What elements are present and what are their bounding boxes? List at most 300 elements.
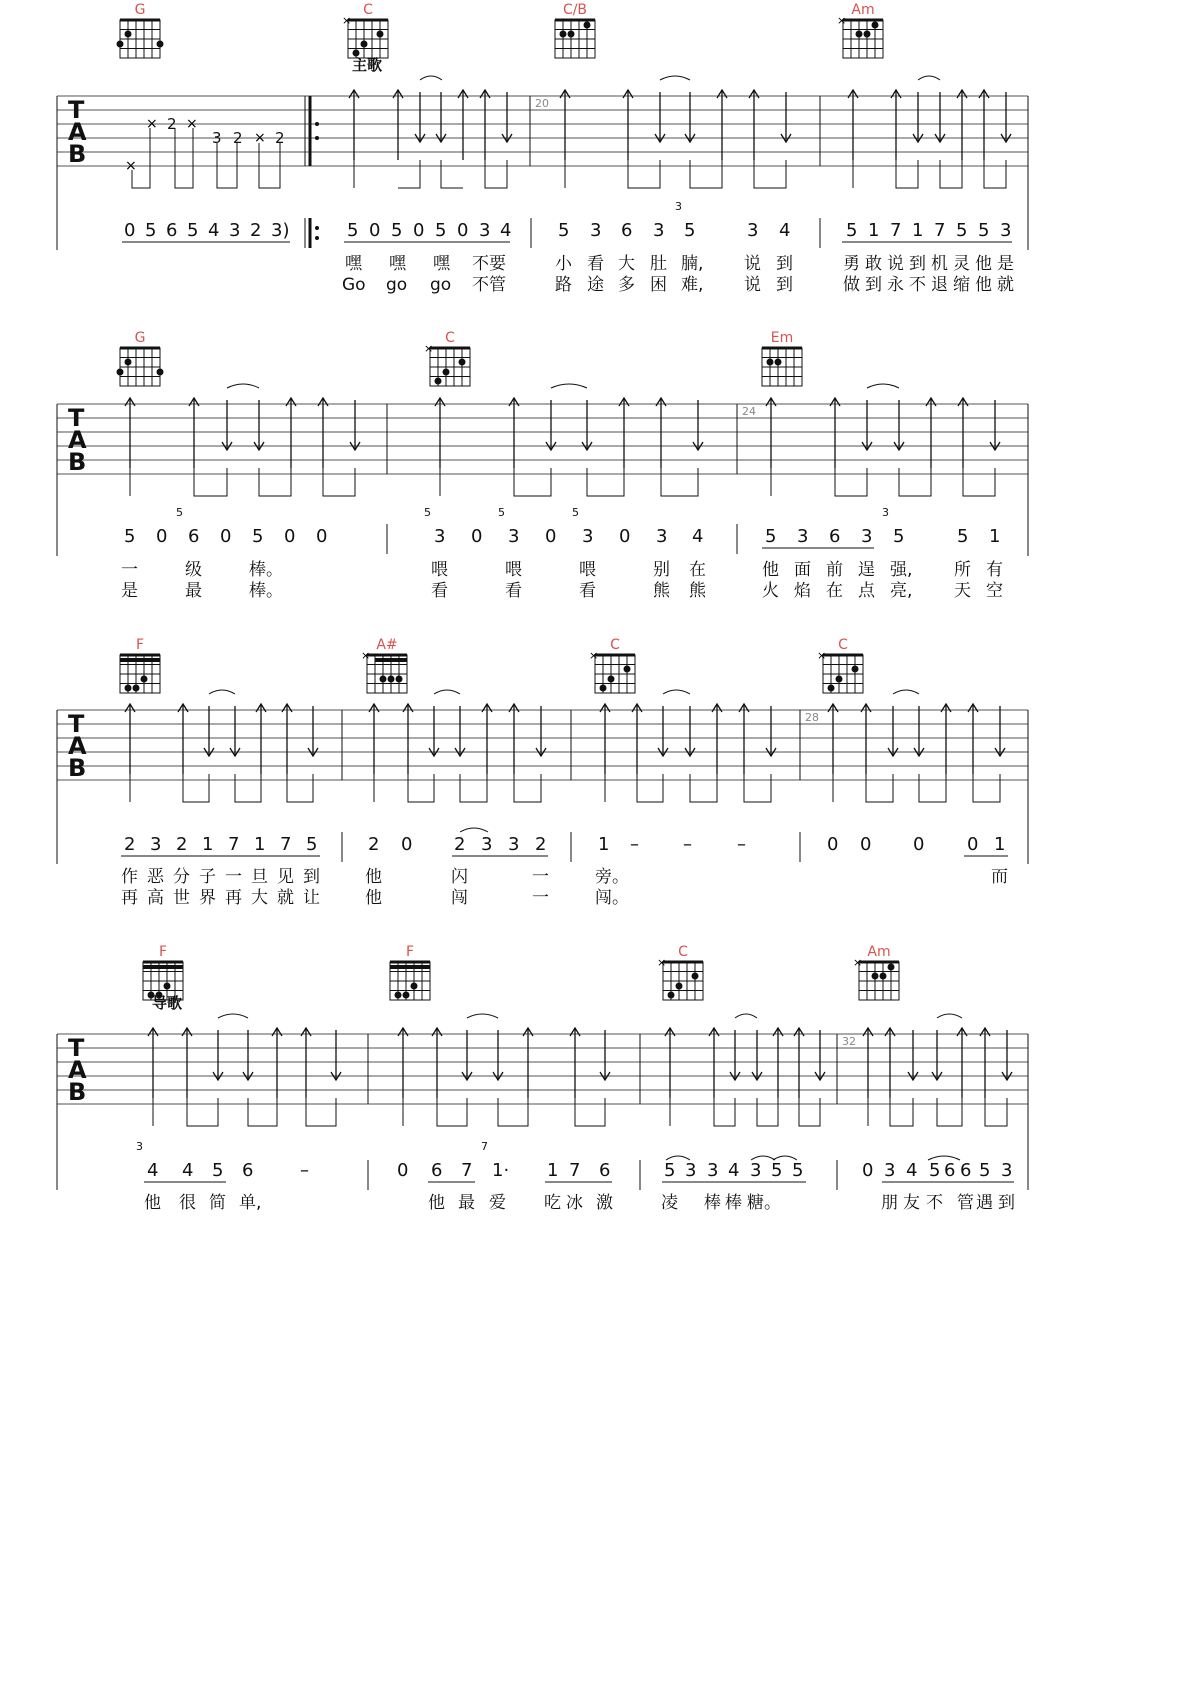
chord-diagram-f: [390, 944, 430, 1000]
chord-name: F: [135, 637, 145, 653]
grace-note: 5: [424, 506, 431, 519]
jianpu-line: [136, 1140, 1014, 1190]
chord-diagram-g: [117, 2, 164, 58]
tab-letter: B: [68, 448, 87, 476]
chord-diagram-g: [117, 330, 164, 386]
svg-text:×: ×: [853, 956, 863, 969]
lyric: 前: [826, 560, 843, 580]
lyric: 闪: [451, 867, 468, 887]
note: 4: [692, 526, 704, 547]
section-label-verse: 主歌: [352, 56, 383, 74]
grace-note: 7: [481, 1140, 488, 1153]
lyric: 爱: [489, 1193, 506, 1213]
chord-name: F: [405, 944, 415, 960]
lyric: 让: [303, 888, 320, 908]
note: 0: [827, 834, 839, 855]
note: 0: [124, 220, 136, 241]
note: 0: [619, 526, 631, 547]
grace-note: 5: [498, 506, 505, 519]
note: 3: [1001, 1160, 1013, 1181]
chord-name: Am: [867, 944, 891, 960]
note: 3): [271, 220, 290, 241]
lyric: 简: [209, 1193, 226, 1213]
chord-name: A#: [376, 637, 398, 653]
chord-name: C: [363, 2, 373, 18]
note: 6: [621, 220, 633, 241]
note: 5: [124, 526, 136, 547]
svg-text:×: ×: [657, 956, 667, 969]
tab-number: 2: [233, 129, 243, 147]
grace-note: 3: [675, 200, 682, 213]
note: –: [737, 834, 746, 855]
lyric: 高: [147, 888, 164, 908]
chord-name: C/B: [562, 2, 588, 18]
note: 6: [829, 526, 841, 547]
chord-diagram-f: [120, 637, 160, 693]
note: 0: [284, 526, 296, 547]
lyric: 说: [887, 254, 904, 274]
note: 3: [653, 220, 665, 241]
note: 6: [166, 220, 178, 241]
lyric: 在: [689, 560, 706, 580]
lyric: 熊: [653, 581, 670, 601]
note: 2: [368, 834, 380, 855]
lyric: 途: [587, 275, 604, 295]
note: 0: [862, 1160, 874, 1181]
lyric: 是: [997, 254, 1014, 274]
note: 0: [220, 526, 232, 547]
note: 5: [391, 220, 403, 241]
chord-diagram-c: [342, 2, 388, 58]
lyric: 机: [931, 254, 948, 274]
chord-diagram-em: [762, 330, 802, 386]
lyric: 吃: [544, 1193, 561, 1213]
strum-pattern: [125, 690, 1005, 802]
lyric: 强,: [890, 560, 913, 580]
lyric: 棒: [704, 1193, 721, 1213]
lyric: 世: [173, 888, 190, 908]
lyric: 再: [121, 888, 138, 908]
note: 0: [369, 220, 381, 241]
lyric: 闯。: [595, 888, 629, 908]
note: 1: [547, 1160, 559, 1181]
note: 4: [728, 1160, 740, 1181]
chord-diagram-f: [143, 944, 183, 1000]
chord-diagram-c: [657, 944, 703, 1000]
lyric: 嘿: [345, 254, 362, 274]
lyric: 旁。: [595, 867, 629, 887]
lyric: 难,: [681, 275, 704, 295]
note: 6: [599, 1160, 611, 1181]
lyric: 说: [744, 254, 761, 274]
lyric: 而: [991, 867, 1008, 887]
note: 1: [254, 834, 266, 855]
lyric: 见: [277, 867, 294, 887]
lyric: 激: [596, 1193, 613, 1213]
lyric: 喂: [579, 560, 596, 580]
svg-text:×: ×: [254, 130, 266, 146]
lyric: 管: [957, 1193, 974, 1213]
note: 1: [598, 834, 610, 855]
measure-number: 32: [842, 1035, 856, 1048]
chord-name: C: [445, 330, 455, 346]
lyric: 点: [858, 581, 875, 601]
lyric: 再: [225, 888, 242, 908]
note: 4: [208, 220, 220, 241]
note: 1·: [492, 1160, 510, 1181]
lyric: 冰: [566, 1193, 583, 1213]
lyric: 大: [251, 888, 268, 908]
lyric: 火: [762, 581, 779, 601]
note: 6: [188, 526, 200, 547]
lyric: 看: [579, 581, 596, 601]
note: 7: [890, 220, 902, 241]
lyric: 路: [555, 275, 572, 295]
lyric: 看: [587, 254, 604, 274]
note: 6: [944, 1160, 956, 1181]
lyric: 就: [277, 888, 294, 908]
note: 1: [994, 834, 1006, 855]
note: 0: [397, 1160, 409, 1181]
lyric: 熊: [689, 581, 706, 601]
lyric: 勇: [843, 254, 860, 274]
note: 3: [150, 834, 162, 855]
lyric: 小: [555, 254, 572, 274]
lyric: 一: [121, 560, 138, 580]
tab-staff: [57, 96, 1028, 250]
lyric: 做: [843, 275, 860, 295]
lyric: 灵: [953, 254, 970, 274]
lyric: 最: [185, 581, 202, 601]
note: 5: [306, 834, 318, 855]
lyric: 界: [199, 888, 216, 908]
tab-letter: B: [68, 1078, 87, 1106]
note: 3: [590, 220, 602, 241]
tab-letter: T: [68, 1034, 85, 1062]
system-2: [57, 330, 1028, 601]
note: 5: [684, 220, 696, 241]
lyric: 腩,: [681, 254, 704, 274]
tab-letter: B: [68, 140, 87, 168]
note: 3: [750, 1160, 762, 1181]
tab-letter: T: [68, 404, 85, 432]
lyric: 亮,: [890, 581, 913, 601]
lyric: 很: [179, 1193, 196, 1213]
lyrics: [342, 254, 1014, 295]
note: 5: [435, 220, 447, 241]
lyric: go: [386, 275, 408, 295]
note: 0: [457, 220, 469, 241]
measure-number: 28: [805, 711, 819, 724]
note: 5: [893, 526, 905, 547]
lyric: 焰: [794, 581, 811, 601]
lyric: 是: [121, 581, 138, 601]
chord-diagram-c: [589, 637, 635, 693]
note: 2: [176, 834, 188, 855]
lyric: 一: [532, 867, 549, 887]
lyrics: [121, 560, 1003, 601]
lyric: 分: [173, 867, 190, 887]
tab-letter: A: [68, 118, 87, 146]
lyric: 不: [926, 1193, 943, 1213]
lyric: 喂: [431, 560, 448, 580]
tab-letter: A: [68, 1056, 87, 1084]
lyric: 一: [225, 867, 242, 887]
note: 6: [431, 1160, 443, 1181]
svg-text:×: ×: [186, 116, 198, 132]
lyric: 他: [365, 888, 382, 908]
note: 7: [934, 220, 946, 241]
note: 3: [582, 526, 594, 547]
lyric: 在: [826, 581, 843, 601]
chord-name: C: [610, 637, 620, 653]
note: 3: [434, 526, 446, 547]
lyric: 闯: [451, 888, 468, 908]
lyric: 逞: [858, 560, 875, 580]
lyric: 有: [986, 560, 1003, 580]
note: 5: [765, 526, 777, 547]
note: 3: [797, 526, 809, 547]
note: 5: [846, 220, 858, 241]
lyric: 别: [653, 560, 670, 580]
note: 7: [228, 834, 240, 855]
note: 5: [792, 1160, 804, 1181]
note: 5: [957, 526, 969, 547]
lyric: 看: [431, 581, 448, 601]
note: 0: [156, 526, 168, 547]
lyric: 糖。: [747, 1193, 781, 1213]
note: 4: [147, 1160, 159, 1181]
note: –: [630, 834, 639, 855]
lyric: 他: [975, 254, 992, 274]
grace-note: 3: [882, 506, 889, 519]
lyric: 面: [794, 560, 811, 580]
note: 5: [212, 1160, 224, 1181]
lyric: 看: [505, 581, 522, 601]
tab-letter: B: [68, 754, 87, 782]
lyric: 最: [458, 1193, 475, 1213]
tab-staff: [57, 1034, 1028, 1190]
note: 0: [913, 834, 925, 855]
lyric: 不要: [472, 254, 506, 274]
chord-name: G: [134, 330, 146, 346]
svg-text:×: ×: [589, 649, 599, 662]
section-label-prechorus: 导歌: [152, 994, 183, 1012]
chord-name: G: [134, 2, 146, 18]
lyric: 说: [744, 275, 761, 295]
lyric: 朋: [881, 1193, 898, 1213]
chord-diagram-am: [837, 2, 883, 58]
grace-note: 5: [572, 506, 579, 519]
note: 2: [454, 834, 466, 855]
lyric: 大: [618, 254, 635, 274]
note: 6: [242, 1160, 254, 1181]
lyric: go: [430, 275, 452, 295]
note: 0: [316, 526, 328, 547]
note: 7: [280, 834, 292, 855]
lyric: 到: [776, 254, 793, 274]
chord-diagram-c: [424, 330, 470, 386]
note: 1: [202, 834, 214, 855]
svg-text:×: ×: [146, 116, 158, 132]
lyric: 敢: [865, 254, 882, 274]
chord-name: C: [678, 944, 688, 960]
lyric: Go: [342, 275, 366, 295]
lyric: 所: [954, 560, 971, 580]
note: 5: [979, 1160, 991, 1181]
note: 2: [535, 834, 547, 855]
tab-staff: [57, 404, 1028, 556]
note: 3: [707, 1160, 719, 1181]
tab-letter: A: [68, 426, 87, 454]
note: 5: [956, 220, 968, 241]
lyric: 到: [776, 275, 793, 295]
chord-name: F: [158, 944, 168, 960]
note: 3: [685, 1160, 697, 1181]
chord-diagram-cb: [555, 2, 595, 58]
lyric: 就: [997, 275, 1014, 295]
note: 3: [656, 526, 668, 547]
lyric: 友: [903, 1193, 920, 1213]
lyric: 他: [428, 1193, 445, 1213]
note: 0: [401, 834, 413, 855]
lyric: 他: [144, 1193, 161, 1213]
strum-pattern: [125, 384, 1000, 496]
note: 3: [229, 220, 241, 241]
note: 0: [860, 834, 872, 855]
lyric: 棒。: [249, 560, 283, 580]
tab-number: 3: [212, 129, 222, 147]
tab-letter: A: [68, 732, 87, 760]
lyric: 多: [618, 275, 635, 295]
lyric: 退: [931, 275, 948, 295]
lyric: 旦: [251, 867, 268, 887]
lyric: 困: [650, 275, 667, 295]
tab-number: 2: [167, 115, 177, 133]
measure-number: 20: [535, 97, 549, 110]
chord-diagram-asharp: [361, 637, 407, 693]
strum-pattern: [349, 76, 1011, 188]
note: 2: [250, 220, 262, 241]
note: 4: [182, 1160, 194, 1181]
note: 3: [861, 526, 873, 547]
lyric: 肚: [650, 254, 667, 274]
lyric: 到: [303, 867, 320, 887]
note: 0: [967, 834, 979, 855]
system-3: [57, 637, 1028, 908]
lyric: 一: [532, 888, 549, 908]
lyric: 棒: [725, 1193, 742, 1213]
lyric: 天: [954, 581, 971, 601]
lyric: 棒。: [249, 581, 283, 601]
note: 2: [124, 834, 136, 855]
note: 3: [508, 526, 520, 547]
chord-name: C: [838, 637, 848, 653]
note: 0: [545, 526, 557, 547]
note: 1: [912, 220, 924, 241]
lyric: 单,: [239, 1193, 262, 1213]
lyric: 永: [887, 275, 904, 295]
note: 3: [479, 220, 491, 241]
lyric: 级: [185, 560, 202, 580]
jianpu-line: [122, 200, 1012, 248]
jianpu-line: [124, 506, 1000, 554]
jianpu-line: [121, 828, 1008, 862]
lyric: 嘿: [433, 254, 450, 274]
note: 3: [481, 834, 493, 855]
svg-text:×: ×: [342, 14, 352, 27]
svg-text:×: ×: [361, 649, 371, 662]
note: –: [683, 834, 692, 855]
note: 5: [978, 220, 990, 241]
chord-diagram-am: [853, 944, 899, 1000]
lyrics: [121, 867, 1008, 908]
note: 5: [771, 1160, 783, 1181]
system-4: [57, 944, 1028, 1213]
lyric: 他: [365, 867, 382, 887]
tab-number: 2: [275, 129, 285, 147]
lyric: 到: [865, 275, 882, 295]
svg-text:×: ×: [125, 158, 137, 174]
chord-name: Em: [770, 330, 794, 346]
note: 3: [884, 1160, 896, 1181]
note: 7: [461, 1160, 473, 1181]
lyric: 凌: [661, 1193, 678, 1213]
lyric: 子: [199, 867, 216, 887]
note: 0: [471, 526, 483, 547]
lyric: 喂: [505, 560, 522, 580]
tab-letter: T: [68, 96, 85, 124]
note: 0: [413, 220, 425, 241]
lyric: 不管: [472, 275, 506, 295]
tab-letter: T: [68, 710, 85, 738]
note: 4: [906, 1160, 918, 1181]
lyric: 到: [909, 254, 926, 274]
note: 5: [187, 220, 199, 241]
lyric: 到: [998, 1193, 1015, 1213]
lyric: 空: [986, 581, 1003, 601]
chord-diagram-c: [817, 637, 863, 693]
lyric: 他: [975, 275, 992, 295]
note: 3: [1000, 220, 1012, 241]
note: –: [300, 1160, 309, 1181]
lyric: 遇: [976, 1193, 993, 1213]
note: 5: [929, 1160, 941, 1181]
lyrics: [144, 1193, 1015, 1213]
note: 3: [508, 834, 520, 855]
lyric: 嘿: [389, 254, 406, 274]
note: 5: [252, 526, 264, 547]
note: 6: [960, 1160, 972, 1181]
chord-name: Am: [851, 2, 875, 18]
note: 5: [558, 220, 570, 241]
lyric: 作: [121, 867, 138, 887]
system-1: [57, 2, 1028, 295]
svg-text:×: ×: [817, 649, 827, 662]
grace-note: 5: [176, 506, 183, 519]
note: 3: [747, 220, 759, 241]
measure-number: 24: [742, 405, 756, 418]
svg-text:×: ×: [837, 14, 847, 27]
note: 5: [664, 1160, 676, 1181]
svg-text:×: ×: [424, 342, 434, 355]
lyric: 他: [762, 560, 779, 580]
lyric: 恶: [147, 867, 164, 887]
strum-pattern: [148, 1014, 1012, 1126]
note: 7: [569, 1160, 581, 1181]
note: 4: [500, 220, 512, 241]
note: 5: [347, 220, 359, 241]
